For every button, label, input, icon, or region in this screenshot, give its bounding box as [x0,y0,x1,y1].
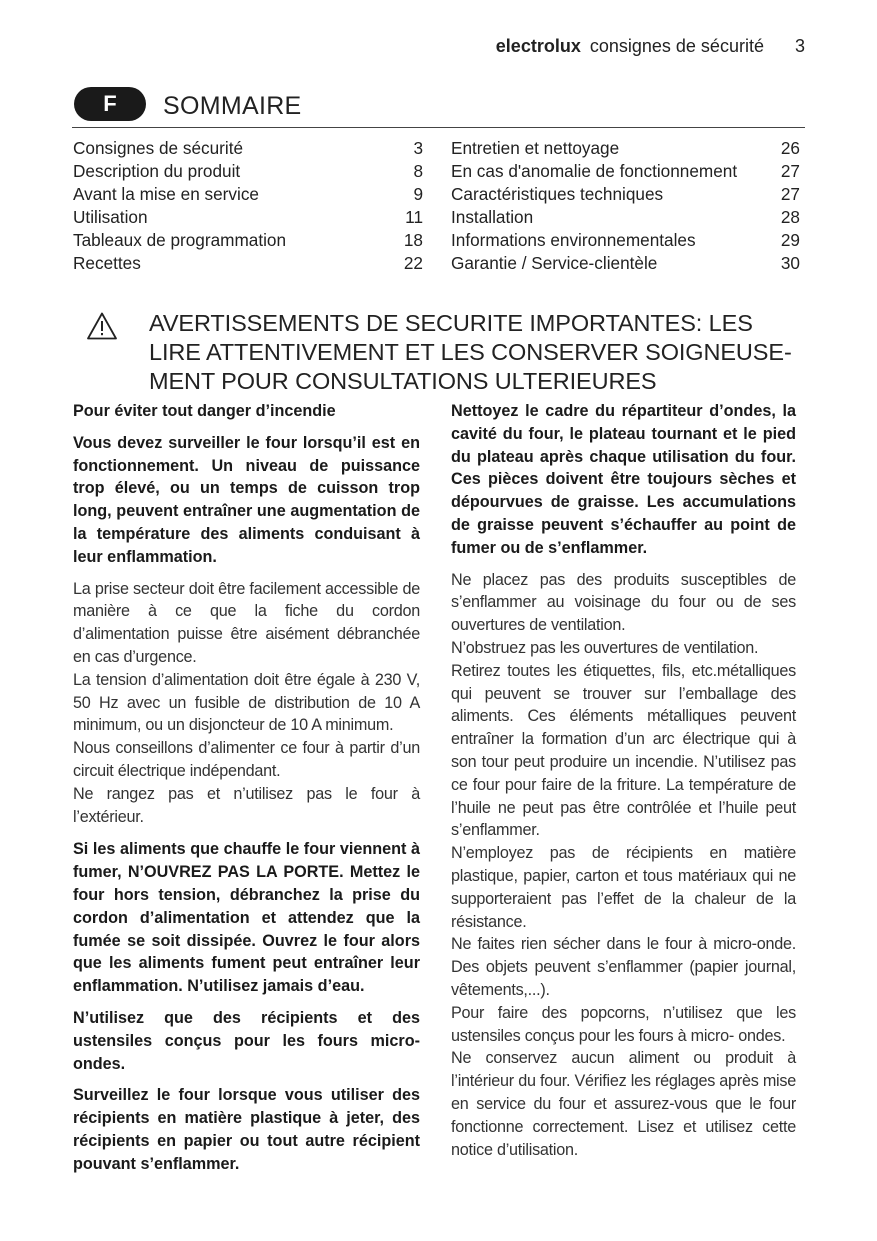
toc-entry-page: 3 [413,138,423,158]
paragraph: Ne placez pas des produits susceptibles de s’enflammer au voisinage du four ou de ses ouvertures de ventilation. [451,570,796,635]
paragraph-bold: Nettoyez le cadre du répartiteur d’ondes, la cavité du four, le plateau tournant et le pied du plateau après chaque utilisation du four. Ces pièces doivent être toujours sèches et dépourvues de graisse. Les accumulations de graisse peuvent s’échauffer au point de fumer ou de s’enflammer. [451,402,796,557]
section-title: consignes de sécurité [589,36,764,56]
paragraph-bold: Vous devez surveiller le four lorsqu’il est en fonctionnement. Un niveau de puissance trop élevé, ou un temps de cuisson trop long, peuvent entraîner une augmentation de la température des aliments conduisant à leur enflammation. [73,433,420,566]
brand-name: electrolux [495,36,581,56]
toc-entry[interactable] [73,252,423,275]
toc-entry[interactable] [73,160,423,183]
paragraph: La tension d’alimentation doit être égale à 230 V, 50 Hz avec un fusible de distribution de 10 A minimum, ou un disjoncteur de 10 A minimum. [73,670,420,735]
toc-entry-label: Tableaux de programmation [73,230,287,250]
toc-entry-page: 29 [780,230,800,250]
warning-triangle-icon [86,311,118,341]
toc-entry[interactable] [73,229,423,252]
toc-right-column [451,137,800,275]
toc-entry-label: Description du produit [73,161,241,181]
toc-entry[interactable] [451,206,800,229]
paragraph-bold: N’utilisez que des récipients et des ustensiles conçus pour les fours micro-ondes. [73,1008,420,1073]
paragraph: N’obstruez pas les ouvertures de ventilation. [451,638,759,657]
right-text-column [451,400,796,1161]
toc-entry-page: 30 [780,253,800,273]
toc-entry-page: 26 [780,138,800,158]
toc-entry[interactable] [451,229,800,252]
language-badge: F [74,87,146,121]
toc-entry[interactable] [451,252,800,275]
toc-entry-label: Utilisation [73,207,148,227]
toc-entry-page: 11 [405,207,423,227]
toc-entry-label: Entretien et nettoyage [451,138,620,158]
toc-entry-page: 28 [780,207,800,227]
divider [72,127,805,128]
toc-entry-label: Avant la mise en service [73,184,259,204]
toc-entry-label: Caractéristiques techniques [451,184,664,204]
paragraph: N’employez pas de récipients en matière plastique, papier, carton et tous matériaux qui ne supporteraient pas l’effet de la chaleur de la résistance. [451,844,796,931]
toc-entry-label: Recettes [73,253,141,273]
paragraph-bold: Si les aliments que chauffe le four viennent à fumer, N’OUVREZ PAS LA PORTE. Mettez le four hors tension, débranchez la prise du cordon d’alimentation et attendez que la fumée se soit dissipée. Ouvrez le four alors que les aliments fument peut entraîner leur enflammation. N’utilisez jamais d’eau. [73,840,420,996]
toc-title: SOMMAIRE [163,92,302,120]
toc-entry-page: 8 [413,161,423,181]
paragraph: Nous conseillons d’alimenter ce four à partir d’un circuit électrique indépendant. [73,739,420,780]
page-number: 3 [794,36,805,56]
paragraph-bold: Surveillez le four lorsque vous utiliser des récipients en matière plastique à jeter, des récipients en papier ou tout autre récipient pouvant s’enflammer. [73,1086,420,1173]
toc-entry-page: 27 [780,184,800,204]
toc-entry[interactable] [451,160,800,183]
toc-entry[interactable] [73,137,423,160]
toc-entry-label: Installation [451,207,534,227]
paragraph: La prise secteur doit être facilement accessible de manière à ce que la fiche du cordon d’alimentation puisse être aisément débranchée en cas d’urgence. [73,579,420,666]
toc-entry[interactable] [451,183,800,206]
toc-entry[interactable] [73,206,423,229]
toc-entry-label: Consignes de sécurité [73,138,244,158]
paragraph: Ne faites rien sécher dans le four à micro-onde. Des objets peuvent s’enflammer (papier journal, vêtements,...). [451,935,796,999]
paragraph: Ne rangez pas et n’utilisez pas le four à l’extérieur. [73,784,420,826]
toc-entry-page: 27 [780,161,800,181]
toc-entry-page: 18 [403,230,423,250]
toc-entry-page: 9 [413,184,423,204]
warning-title: AVERTISSEMENTS DE SECURITE IMPORTANTES: LES LIRE ATTENTIVEMENT ET LES CONSERVER SOIGNEUSE-MENT POUR CONSULTATIONS ULTERIEURES [149,310,792,394]
toc-entry[interactable] [451,137,800,160]
toc-entry-label: En cas d'anomalie de fonctionnement [451,161,738,181]
toc-entry-label: Garantie / Service-clientèle [451,253,658,273]
paragraph-heading: Pour éviter tout danger d’incendie [73,402,336,420]
toc-left-column [73,137,423,275]
page-header [496,36,805,57]
toc-entry[interactable] [73,183,423,206]
paragraph: Pour faire des popcorns, n’utilisez que les ustensiles conçus pour les fours à micro- ondes. [451,1003,796,1045]
toc-entry-label: Informations environnementales [451,230,696,250]
paragraph: Retirez toutes les étiquettes, fils, etc.métalliques qui peuvent se trouver sur l’emballage des aliments. Ces éléments métalliques peuvent entraîner la formation d’un arc électrique qui à son tour peut produire un incendie. N’utilisez pas ce four pour faire de la friture. La température de l’huile ne peut pas être contrôlée et l’huile peut s’enflammer. [451,661,796,840]
toc-entry-page: 22 [403,253,423,273]
paragraph: Ne conservez aucun aliment ou produit à l’intérieur du four. Vérifiez les réglages après mise en service du four et assurez-vous que le four fonctionne correctement. Lisez et utilisez cette notice d’utilisation. [451,1049,796,1159]
left-text-column [73,400,420,1185]
